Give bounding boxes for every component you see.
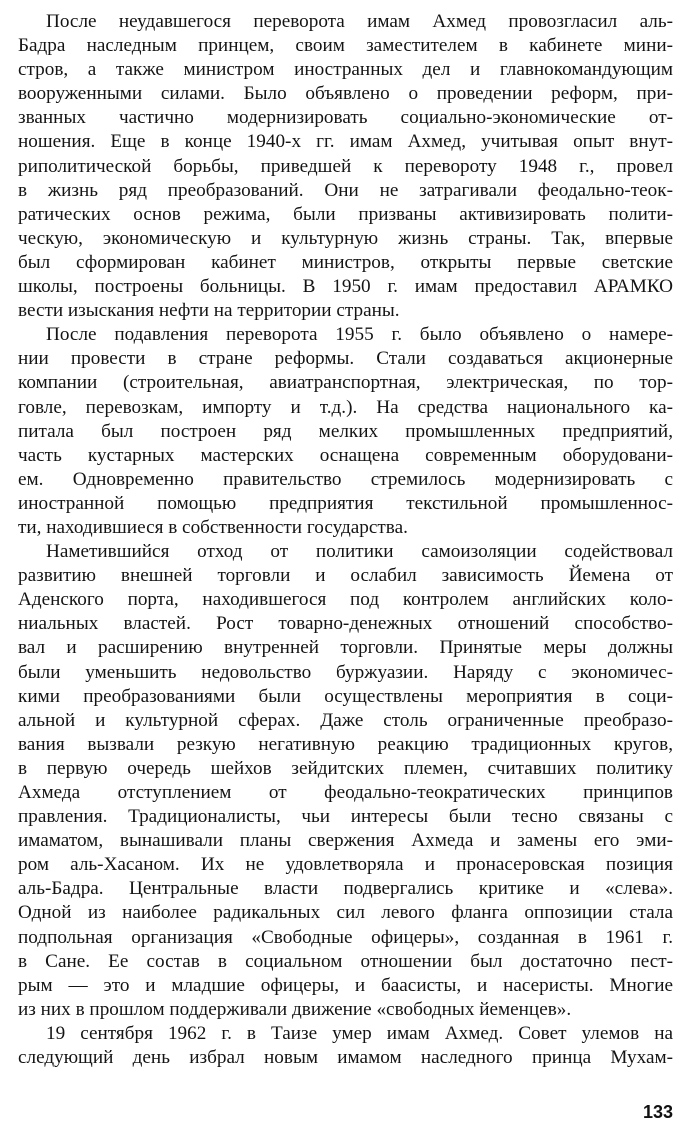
text-line: Одной из наиболее радикальных сил левого фланга оппозиции стала [18, 902, 673, 924]
text-line: часть кустарных мастерских оснащена современным оборудовани- [18, 444, 673, 466]
text-line: ношения. Еще в конце 1940-х гг. имам Ахмед, учитывая опыт внут- [18, 131, 673, 153]
text-line: вооруженными силами. Было объявлено о проведении реформ, при- [18, 83, 673, 105]
text-line: ниальных властей. Рост товарно-денежных отношений способство- [18, 613, 673, 635]
text-line: После подавления переворота 1955 г. было объявлено о намере- [46, 324, 673, 346]
text-line: 19 сентября 1962 г. в Таизе умер имам Ахмед. Совет улемов на [46, 1022, 673, 1044]
text-line: развитию внешней торговли и ослабил зависимость Йемена от [18, 565, 673, 587]
page-number: 133 [642, 1102, 673, 1122]
text-line: ром аль-Хасаном. Их не удовлетворяла и пронасеровская позиция [18, 854, 673, 876]
text-line: альной и культурной сферах. Даже столь ограниченные преобразо- [18, 709, 673, 731]
text-line: правления. Традиционалисты, чьи интересы были тесно связаны с [18, 806, 673, 828]
text-line: иностранной помощью предприятия текстильной промышленнос- [18, 492, 673, 514]
text-line: вести изыскания нефти на территории страны. [18, 300, 400, 322]
text-line: подпольная организация «Свободные офицеры», созданная в 1961 г. [18, 926, 673, 948]
body-text [18, 10, 673, 1070]
text-line: в первую очередь шейхов зейдитских племен, считавших политику [18, 757, 673, 779]
text-line: в Сане. Ее состав в социальном отношении был достаточно пест- [18, 950, 673, 972]
text-line: Бадра наследным принцем, своим заместителем в кабинете мини- [18, 35, 673, 57]
text-line: кими преобразованиями были осуществлены мероприятия в соци- [18, 685, 673, 707]
text-line: из них в прошлом поддерживали движение «свободных йеменцев». [18, 998, 572, 1020]
text-line: компании (строительная, авиатранспортная, электрическая, по тор- [18, 372, 673, 394]
text-line: рым — это и младшие офицеры, и баасисты, и насеристы. Многие [18, 974, 673, 996]
text-line: питала был построен ряд мелких промышленных предприятий, [18, 420, 673, 442]
text-line: нии провести в стране реформы. Стали создаваться акционерные [18, 348, 673, 370]
text-line: школы, построены больницы. В 1950 г. имам предоставил АРАМКО [18, 276, 673, 298]
text-line: Ахмеда отступлением от феодально-теократических принципов [18, 782, 673, 803]
paragraph [18, 540, 673, 1022]
text-line: Наметившийся отход от политики самоизоляции содействовал [46, 541, 673, 563]
text-line: вал и расширению внутренней торговли. Принятые меры должны [18, 637, 673, 659]
text-line: званных частично модернизировать социально-экономические от- [18, 107, 673, 129]
paragraph [18, 10, 673, 323]
text-line: в жизнь ряд преобразований. Они не затрагивали феодально-теок- [18, 179, 673, 201]
text-line: Аденского порта, находившегося под контролем английских коло- [18, 589, 673, 611]
paragraph [18, 323, 673, 540]
paragraph [18, 1022, 673, 1070]
text-line: имаматом, вынашивали планы свержения Ахмеда и замены его эми- [18, 830, 673, 852]
text-line: следующий день избрал новым имамом наследного принца Мухам- [18, 1047, 673, 1069]
text-line: ческую, экономическую и культурную жизнь страны. Так, впервые [18, 227, 673, 249]
text-line: был сформирован кабинет министров, открыты первые светские [18, 251, 673, 273]
text-line: были уменьшить недовольство буржуазии. Наряду с экономичес- [18, 661, 673, 683]
text-line: ти, находившиеся в собственности государства. [18, 516, 408, 538]
text-line: ратических основ режима, были призваны активизировать полити- [18, 203, 673, 225]
text-line: риполитической борьбы, приведшей к перевороту 1948 г., провел [18, 155, 673, 177]
text-line: аль-Бадра. Центральные власти подвергались критике и «слева». [18, 878, 673, 900]
text-line: вания вызвали резкую негативную реакцию традиционных кругов, [18, 733, 673, 755]
text-line: ем. Одновременно правительство стремилось модернизировать с [18, 468, 673, 490]
text-line: После неудавшегося переворота имам Ахмед провозгласил аль- [46, 11, 673, 32]
text-line: стров, а также министром иностранных дел и главнокомандующим [18, 59, 673, 81]
text-line: говле, перевозкам, импорту и т.д.). На средства национального ка- [18, 396, 673, 418]
